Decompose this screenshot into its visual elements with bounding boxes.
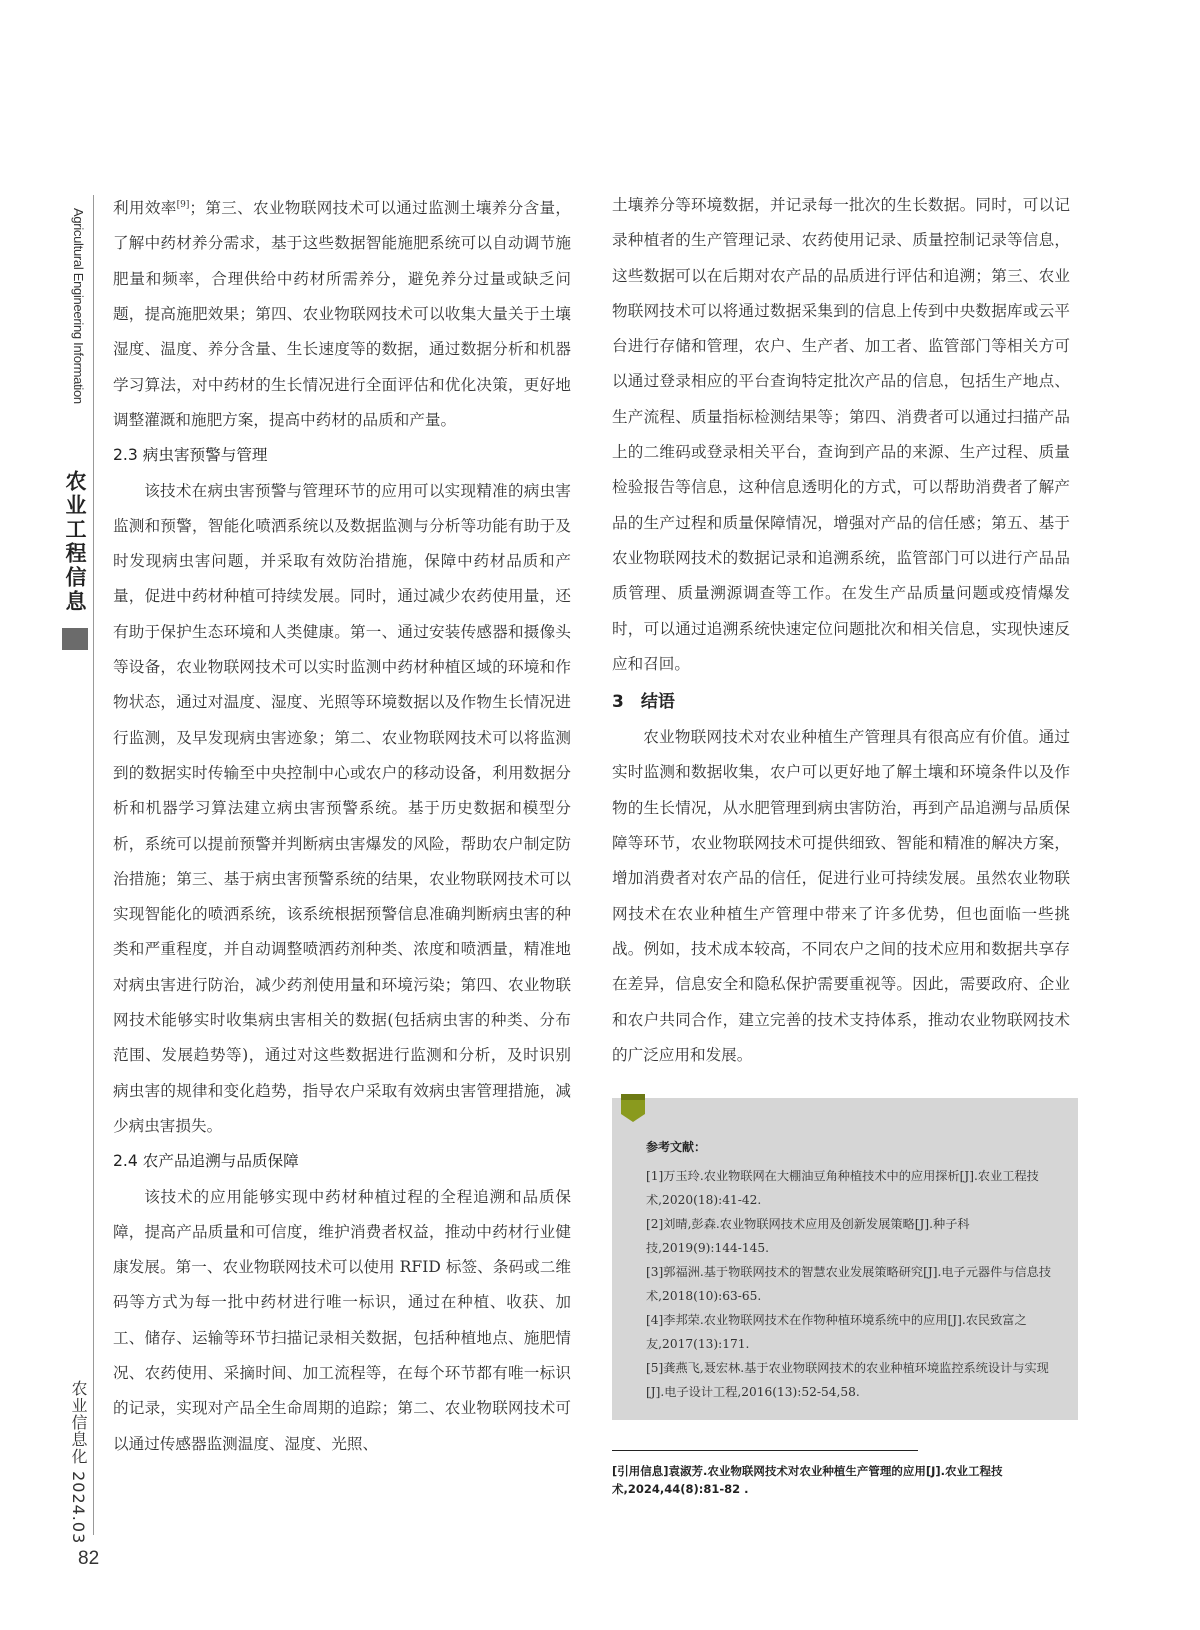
section-heading-3: 3 结语: [612, 692, 675, 713]
sidebar-marker-block: [62, 628, 88, 650]
right-column: [612, 188, 1070, 1073]
paragraph: 农业物联网技术对农业种植生产管理具有很高应有价值。通过实时监测和数据收集，农户可以更好地了解土壤和环境条件以及作物的生长情况，从水肥管理到病虫害防治，再到产品追溯与品质保障等环节，农业物联网技术可提供细致、智能和精准的解决方案，增加消费者对农产品的信任，促进行业可持续发展。虽然农业物联网技术在农业种植生产管理中带来了许多优势，但也面临一些挑战。例如，技术成本较高，不同农户之间的技术应用和数据共享存在差异，信息安全和隐私保护需要重视等。因此，需要政府、企业和农户共同合作，建立完善的技术支持体系，推动农业物联网技术的广泛应用和发展。: [612, 728, 1070, 1064]
left-column: [113, 188, 571, 1462]
references-title: 参考文献：: [646, 1140, 707, 1154]
paragraph: 该技术在病虫害预警与管理环节的应用可以实现精准的病虫害监测和预警，智能化喷洒系统以及数据监测与分析等功能有助于及时发现病虫害问题，并采取有效防治措施，保障中药材品质和产量，促进中药材种植可持续发展。同时，通过减少农药使用量，还有助于保护生态环境和人类健康。第一、通过安装传感器和摄像头等设备，农业物联网技术可以实时监测中药材种植区域的环境和作物状态，通过对温度、湿度、光照等环境数据以及作物生长情况进行监测，及早发现病虫害迹象；第二、农业物联网技术可以将监测到的数据实时传输至中央控制中心或农户的移动设备，利用数据分析和机器学习算法建立病虫害预警系统。基于历史数据和模型分析，系统可以提前预警并判断病虫害爆发的风险，帮助农户制定防治措施；第三、基于病虫害预警系统的结果，农业物联网技术可以实现智能化的喷洒系统，该系统根据预警信息准确判断病虫害的种类和严重程度，并自动调整喷洒药剂种类、浓度和喷洒量，精准地对病虫害进行防治，减少药剂使用量和环境污染；第四、农业物联网技术能够实时收集病虫害相关的数据(包括病虫害的种类、分布范围、发展趋势等)，通过对这些数据进行监测和分析，及时识别病虫害的规律和变化趋势，指导农户采取有效病虫害管理措施，减少病虫害损失。: [113, 481, 571, 1135]
paragraph: 土壤养分等环境数据，并记录每一批次的生长数据。同时，可以记录种植者的生产管理记录、农药使用记录、质量控制记录等信息，这些数据可以在后期对农产品的品质进行评估和追溯；第三、农业物联网技术可以将通过数据采集到的信息上传到中央数据库或云平台进行存储和管理，农户、生产者、加工者、监管部门等相关方可以通过登录相应的平台查询特定批次产品的信息，包括生产地点、生产流程、质量指标检测结果等；第四、消费者可以通过扫描产品上的二维码或登录相关平台，查询到产品的来源、生产过程、质量检验报告等信息，这种信息透明化的方式，可以帮助消费者了解产品的生产过程和质量保障情况，增强对产品的信任感；第五、基于农业物联网技术的数据记录和追溯系统，监管部门可以进行产品品质管理、质量溯源调查等工作。在发生产品质量问题或疫情爆发时，可以通过追溯系统快速定位问题批次和相关信息，实现快速反应和召回。: [612, 196, 1070, 673]
journal-name-chinese: 农业工程信息: [63, 470, 87, 614]
reference-item: [3]郭福洲.基于物联网技术的智慧农业发展策略研究[J].电子元器件与信息技术,2018(10):63-65.: [646, 1265, 1052, 1303]
section-heading-2-4: 2.4 农产品追溯与品质保障: [113, 1152, 299, 1171]
paragraph: [113, 188, 571, 438]
issue-label: 农业信息化 2024.03: [69, 1380, 88, 1545]
reference-item: [1]万玉玲.农业物联网在大棚油豆角种植技术中的应用探析[J].农业工程技术,2020(18):41-42.: [646, 1169, 1039, 1207]
bookmark-icon: [618, 1092, 648, 1124]
paragraph: 该技术的应用能够实现中药材种植过程的全程追溯和品质保障，提高产品质量和可信度，维护消费者权益，推动中药材行业健康发展。第一、农业物联网技术可以使用 RFID 标签、条码或二维码等方式为每一批中药材进行唯一标识，通过在种植、收获、加工、储存、运输等环节扫描记录相关数据，包括种植地点、施肥情况、农药使用、采摘时间、加工流程等，在每个环节都有唯一标识的记录，实现对产品全生命周期的追踪；第二、农业物联网技术可以通过传感器监测温度、湿度、光照、: [113, 1187, 571, 1453]
citation-info: [引用信息]袁淑芳.农业物联网技术对农业种植生产管理的应用[J].农业工程技术,2024,44(8):81-82 .: [612, 1464, 1003, 1496]
footnote-divider: [612, 1450, 918, 1451]
citation-superscript: [9]: [176, 200, 190, 210]
journal-name-english: Agricultural Engineering Information: [71, 208, 86, 404]
reference-item: [2]刘晴,彭森.农业物联网技术应用及创新发展策略[J].种子科技,2019(9):144-145.: [646, 1217, 970, 1255]
reference-item: [5]龚燕飞,聂宏林.基于农业物联网技术的农业种植环境监控系统设计与实现[J].电子设计工程,2016(13):52-54,58.: [646, 1361, 1049, 1399]
sidebar-divider: [93, 195, 94, 1535]
reference-item: [4]李邦荣.农业物联网技术在作物种植环境系统中的应用[J].农民致富之友,2017(13):171.: [646, 1313, 1027, 1351]
page-number: 82: [78, 1548, 100, 1569]
references-list: [646, 1164, 1064, 1404]
section-heading-2-3: 2.3 病虫害预警与管理: [113, 446, 268, 465]
paragraph-text: 利用效率: [113, 199, 177, 218]
paragraph-text: ；第三、农业物联网技术可以通过监测土壤养分含量，了解中药材养分需求，基于这些数据智能施肥系统可以自动调节施肥量和频率，合理供给中药材所需养分，避免养分过量或缺乏问题，提高施肥效果；第四、农业物联网技术可以收集大量关于土壤湿度、温度、养分含量、生长速度等的数据，通过数据分析和机器学习算法，对中药材的生长情况进行全面评估和优化决策，更好地调整灌溉和施肥方案，提高中药材的品质和产量。: [113, 199, 571, 429]
